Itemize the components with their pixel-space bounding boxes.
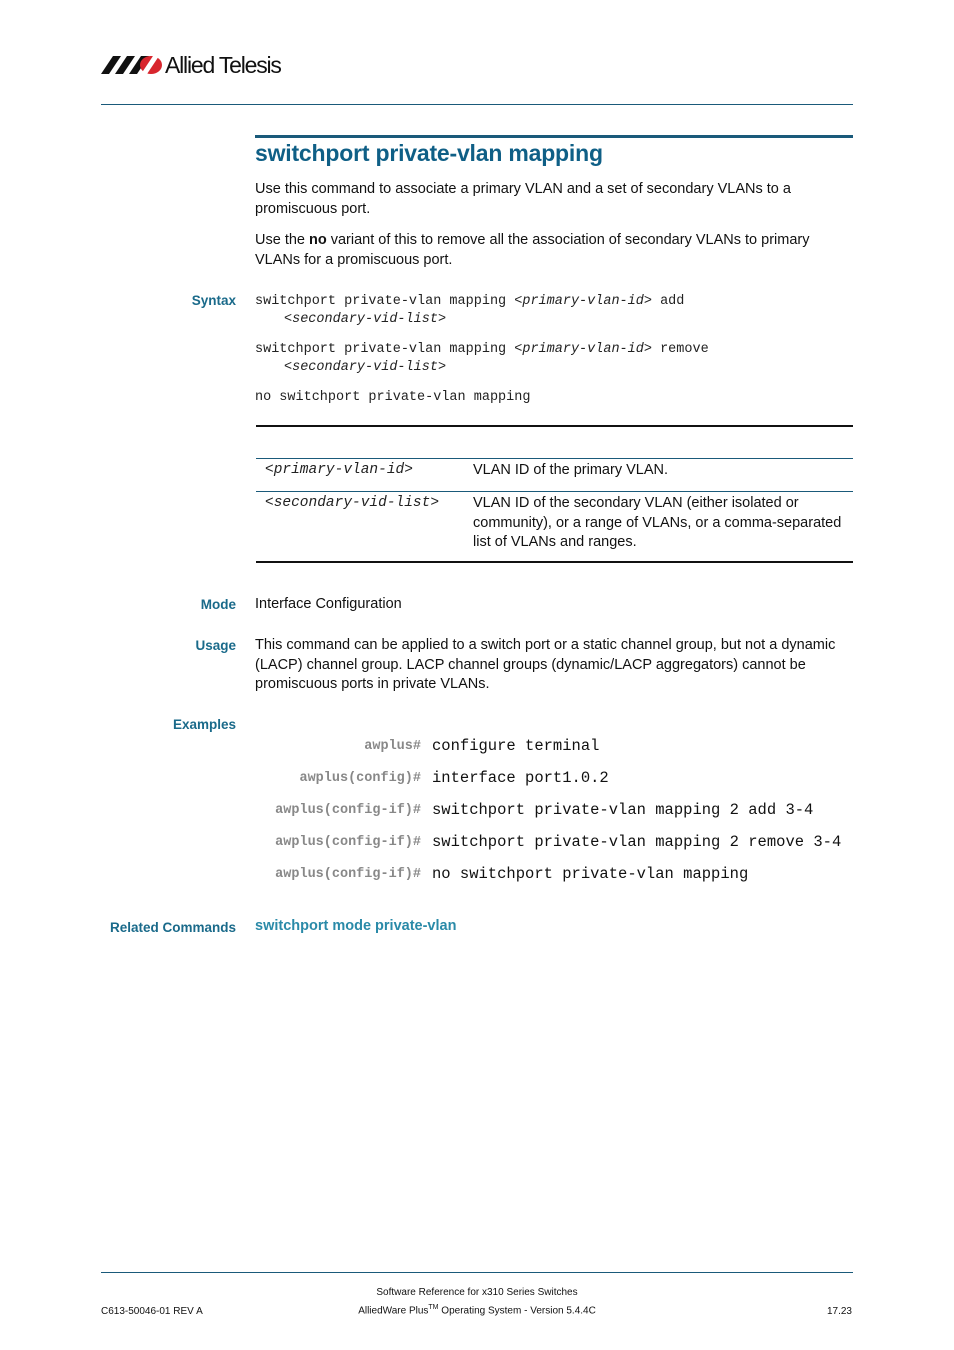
no-keyword: no bbox=[309, 232, 327, 248]
table-top-rule bbox=[256, 425, 853, 427]
param-name: <primary-vlan-id> bbox=[265, 462, 413, 478]
title-rule bbox=[255, 135, 853, 138]
param-description: VLAN ID of the primary VLAN. bbox=[473, 462, 669, 478]
example-command: interface port1.0.2 bbox=[432, 769, 609, 787]
examples-label: Examples bbox=[172, 717, 236, 732]
syntax-line-3: switchport private-vlan mapping <primary-vlan-id> remove bbox=[255, 342, 709, 357]
page-title: switchport private-vlan mapping bbox=[255, 140, 603, 166]
related-commands-label: Related Commands bbox=[109, 920, 236, 935]
footer-title: Software Reference for x310 Series Switches bbox=[376, 1287, 578, 1298]
example-command: no switchport private-vlan mapping bbox=[432, 865, 749, 883]
related-command-link[interactable]: switchport mode private-vlan bbox=[255, 918, 457, 934]
example-command: configure terminal bbox=[432, 737, 600, 755]
intro-paragraph-1: Use this command to associate a primary VLAN and a set of secondary VLANs to a promiscuous port. bbox=[255, 181, 791, 217]
syntax-line-2: <secondary-vid-list> bbox=[284, 312, 447, 327]
allied-telesis-logo bbox=[101, 52, 301, 80]
example-command: switchport private-vlan mapping 2 add 3-4 bbox=[432, 801, 814, 819]
table-bottom-rule bbox=[256, 561, 853, 563]
footer-os-version: AlliedWare Plus™ Operating System - Version 5.4.4C bbox=[358, 1304, 596, 1317]
table-row-rule bbox=[256, 491, 853, 492]
syntax-label: Syntax bbox=[191, 293, 236, 308]
syntax-line-1: switchport private-vlan mapping <primary-vlan-id> add bbox=[255, 294, 685, 309]
param-description: VLAN ID of the secondary VLAN (either isolated or community), or a range of VLANs, or a comma-separated list of VLANs and ranges. bbox=[473, 495, 842, 550]
footer-divider bbox=[101, 1272, 853, 1273]
mode-label: Mode bbox=[200, 597, 236, 612]
param-name: <secondary-vid-list> bbox=[265, 495, 440, 511]
example-prompt: awplus(config-if)# bbox=[275, 867, 421, 882]
header-divider bbox=[101, 104, 853, 105]
intro-paragraph-2: Use the no variant of this to remove all the association of secondary VLANs to primary VLANs for a promiscuous port. bbox=[255, 232, 810, 268]
usage-label: Usage bbox=[195, 638, 236, 653]
usage-text: This command can be applied to a switch port or a static channel group, but not a dynamic (LACP) channel group. LACP channel groups (dynamic/LACP aggregators) cannot be promiscuous ports in private VLANs. bbox=[255, 637, 836, 692]
example-prompt: awplus(config-if)# bbox=[275, 803, 421, 818]
example-prompt: awplus(config)# bbox=[299, 771, 421, 786]
footer-page-number: 17.23 bbox=[826, 1306, 852, 1317]
syntax-line-4: <secondary-vid-list> bbox=[284, 360, 447, 375]
logo-mark-icon bbox=[101, 52, 163, 78]
footer-doc-id: C613-50046-01 REV A bbox=[101, 1306, 203, 1317]
example-command: switchport private-vlan mapping 2 remove 3-4 bbox=[432, 833, 842, 851]
mode-value: Interface Configuration bbox=[255, 596, 402, 612]
logo-text: Allied Telesis bbox=[165, 52, 281, 78]
example-prompt: awplus(config-if)# bbox=[275, 835, 421, 850]
example-prompt: awplus# bbox=[364, 739, 421, 754]
table-header-rule bbox=[256, 458, 853, 459]
syntax-line-5: no switchport private-vlan mapping bbox=[255, 390, 531, 405]
